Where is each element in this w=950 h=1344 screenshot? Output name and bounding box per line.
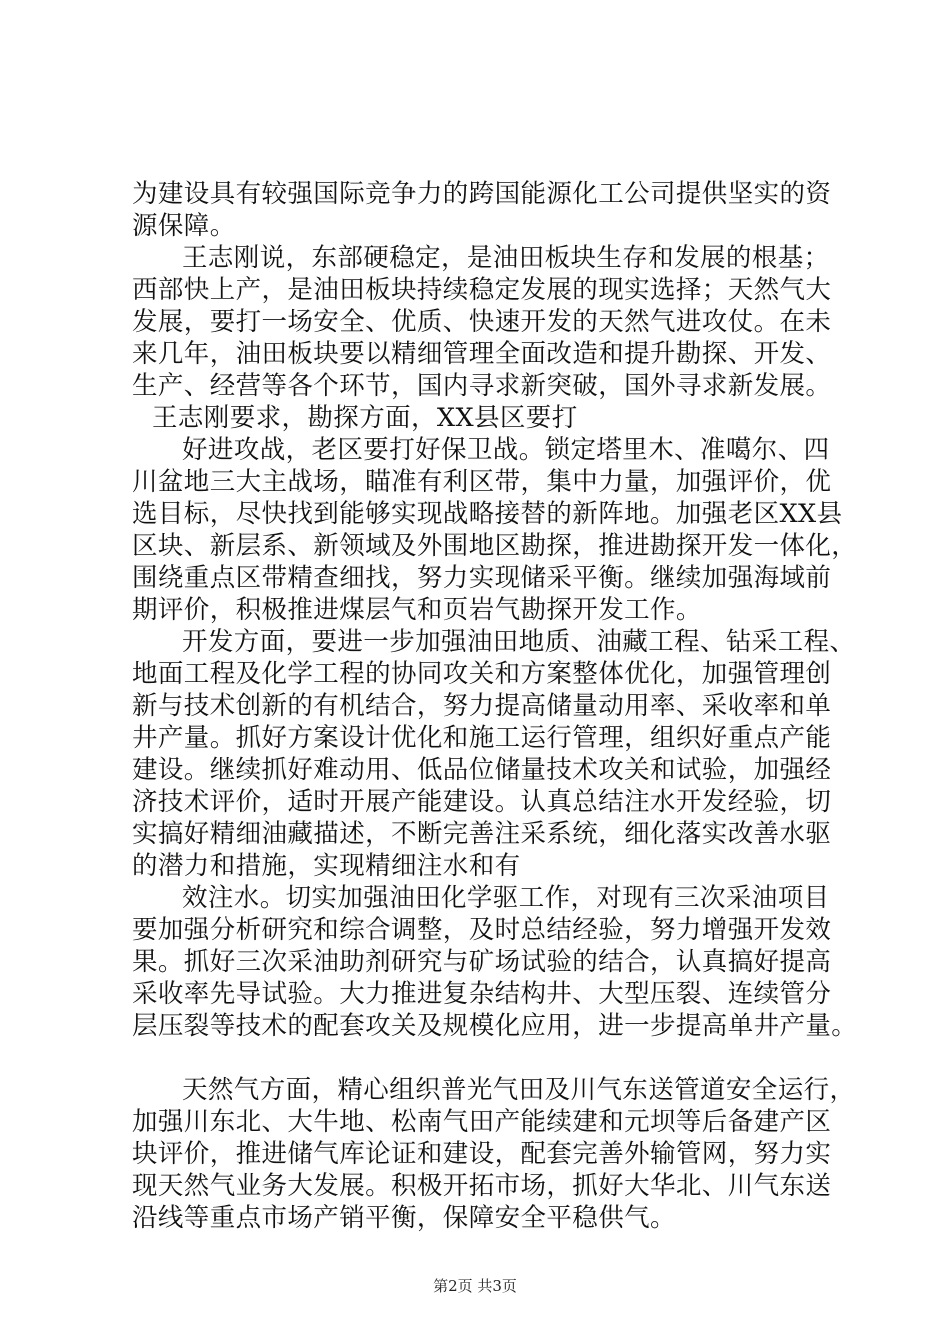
body-line: 围绕重点区带精查细找，努力实现储采平衡。继续加强海域前 xyxy=(132,563,832,593)
body-line: 开发方面，要进一步加强油田地质、油藏工程、钻采工程、 xyxy=(182,627,856,657)
body-line: 源保障。 xyxy=(132,211,236,241)
body-line: 天然气方面，精心组织普光气田及川气东送管道安全运行， xyxy=(182,1075,856,1105)
body-line: 西部快上产，是油田板块持续稳定发展的现实选择；天然气大 xyxy=(132,275,832,305)
body-line: 生产、经营等各个环节，国内寻求新突破，国外寻求新发展。 xyxy=(132,371,832,401)
body-line: 期评价，积极推进煤层气和页岩气勘探开发工作。 xyxy=(132,595,702,625)
body-line: 的潜力和措施，实现精细注水和有 xyxy=(132,851,521,881)
body-line: 实搞好精细油藏描述，不断完善注采系统，细化落实改善水驱 xyxy=(132,819,832,849)
body-line: 来几年，油田板块要以精细管理全面改造和提升勘探、开发、 xyxy=(132,339,832,369)
body-line: 果。抓好三次采油助剂研究与矿场试验的结合，认真搞好提高 xyxy=(132,947,832,977)
body-line: 层压裂等技术的配套攻关及规模化应用，进一步提高单井产量。 xyxy=(132,1011,858,1041)
body-line: 区块、新层系、新领域及外围地区勘探，推进勘探开发一体化， xyxy=(132,531,858,561)
body-line: 选目标，尽快找到能够实现战略接替的新阵地。加强老区XX县 xyxy=(132,499,843,529)
body-line: 井产量。抓好方案设计优化和施工运行管理，组织好重点产能 xyxy=(132,723,832,753)
body-line: 采收率先导试验。大力推进复杂结构井、大型压裂、连续管分 xyxy=(132,979,832,1009)
body-line: 济技术评价，适时开展产能建设。认真总结注水开发经验，切 xyxy=(132,787,832,817)
body-line: 现天然气业务大发展。积极开拓市场，抓好大华北、川气东送 xyxy=(132,1171,832,1201)
body-line: 效注水。切实加强油田化学驱工作，对现有三次采油项目 xyxy=(182,883,830,913)
body-line: 块评价，推进储气库论证和建设，配套完善外输管网，努力实 xyxy=(132,1139,832,1169)
body-line: 加强川东北、大牛地、松南气田产能续建和元坝等后备建产区 xyxy=(132,1107,832,1137)
body-line: 地面工程及化学工程的协同攻关和方案整体优化，加强管理创 xyxy=(132,659,832,689)
body-line: 王志刚要求，勘探方面，XX县区要打 xyxy=(152,403,578,433)
body-line: 为建设具有较强国际竞争力的跨国能源化工公司提供坚实的资 xyxy=(132,179,832,209)
body-line: 川盆地三大主战场，瞄准有利区带，集中力量，加强评价，优 xyxy=(132,467,832,497)
body-line: 要加强分析研究和综合调整，及时总结经验，努力增强开发效 xyxy=(132,915,832,945)
body-line: 王志刚说，东部硬稳定，是油田板块生存和发展的根基； xyxy=(182,243,830,273)
body-line: 建设。继续抓好难动用、低品位储量技术攻关和试验，加强经 xyxy=(132,755,832,785)
body-line: 沿线等重点市场产销平衡，保障安全平稳供气。 xyxy=(132,1203,676,1233)
body-line: 好进攻战，老区要打好保卫战。锁定塔里木、准噶尔、四 xyxy=(182,435,830,465)
page-number: 第2页 共3页 xyxy=(433,1277,517,1295)
body-line: 发展，要打一场安全、优质、快速开发的天然气进攻仗。在未 xyxy=(132,307,832,337)
body-line: 新与技术创新的有机结合，努力提高储量动用率、采收率和单 xyxy=(132,691,832,721)
